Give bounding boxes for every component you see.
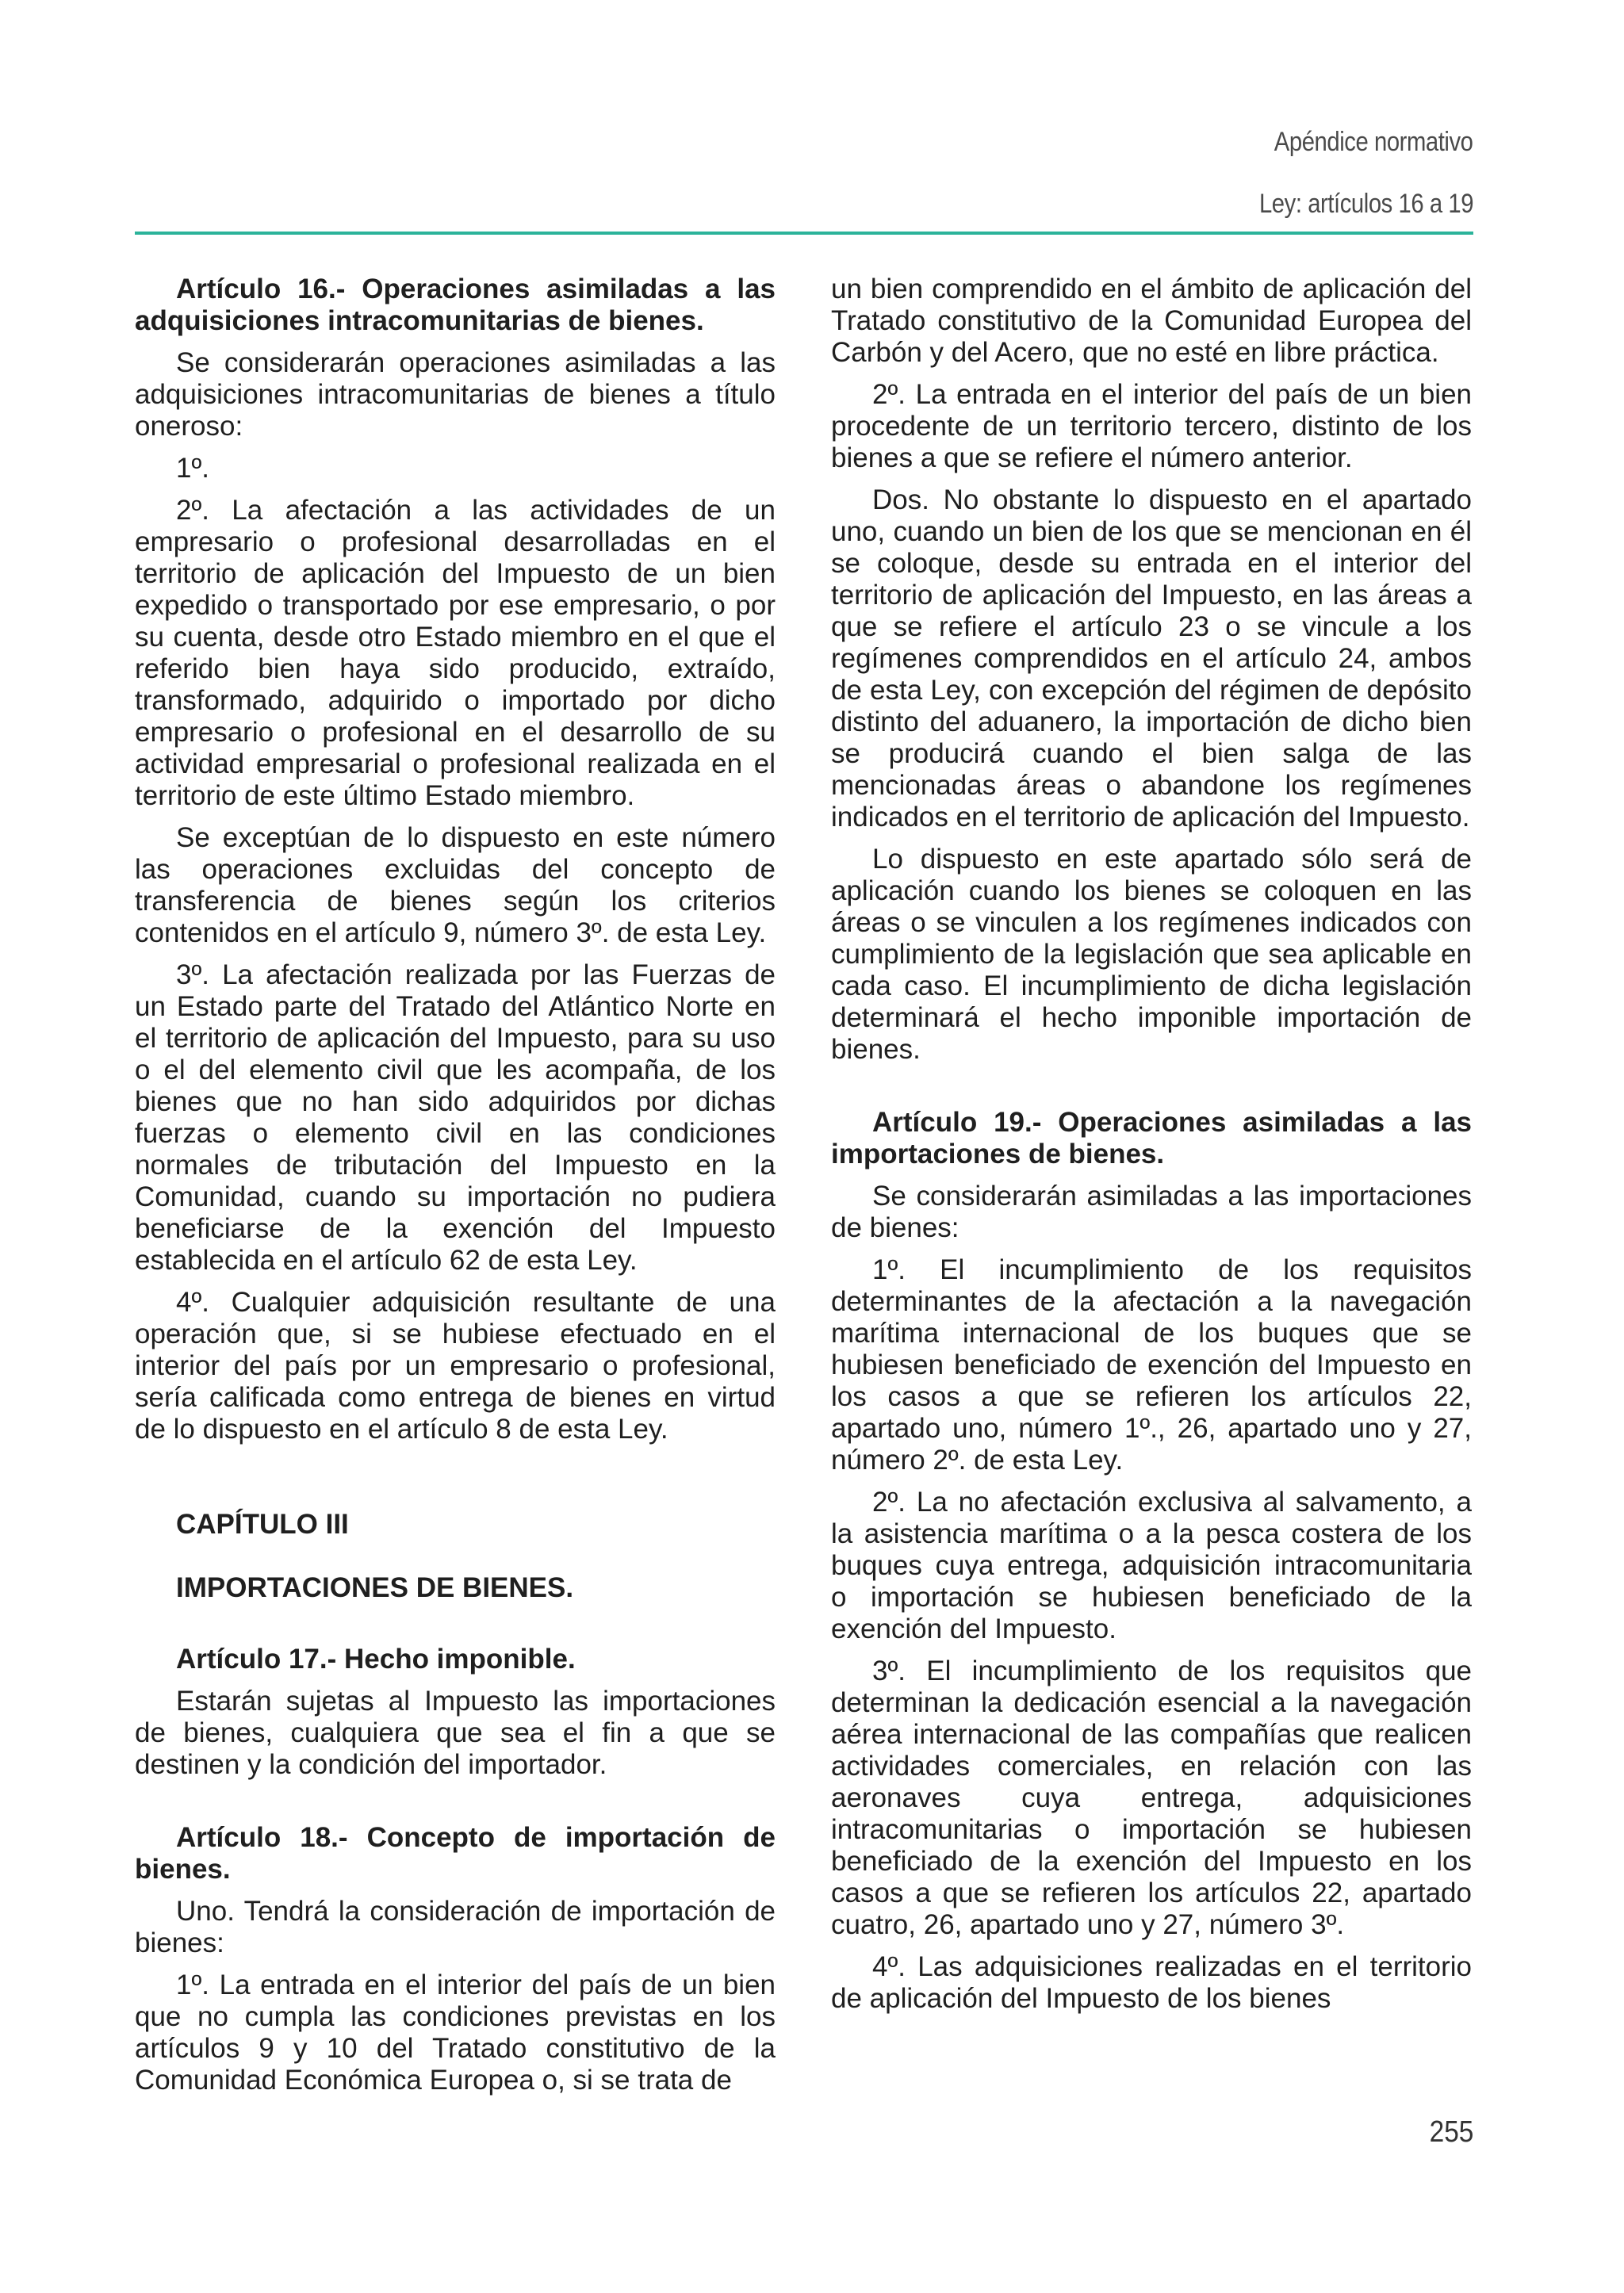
article-18-title: Artículo 18.- Concepto de importación de bienes.	[135, 1822, 776, 1885]
chapter-label: CAPÍTULO III	[176, 1509, 349, 1540]
paragraph: Se considerarán operaciones asimiladas a las adquisiciones intracomunitarias de bienes a título oneroso:	[135, 347, 776, 442]
paragraph: 1º. La entrada en el interior del país de un bien que no cumpla las condiciones previstas en los artículos 9 y 10 del Tratado constitutivo de la Comunidad Económica Europea o, si se trata de	[135, 1970, 776, 2096]
paragraph: Se considerarán asimiladas a las importaciones de bienes:	[831, 1181, 1472, 1243]
paragraph: 1º.	[176, 453, 209, 484]
running-head-section: Apéndice normativo	[1274, 127, 1473, 157]
paragraph: 4º. Las adquisiciones realizadas en el territorio de aplicación del Impuesto de los bienes	[831, 1951, 1472, 2014]
paragraph: 2º. La entrada en el interior del país de un bien procedente de un territorio tercero, distinto de los bienes a que se refiere el número anterior.	[831, 379, 1472, 473]
paragraph: Se exceptúan de lo dispuesto en este número las operaciones excluidas del concepto de transferencia de bienes según los criterios contenidos en el artículo 9, número 3º. de esta Ley.	[135, 822, 776, 948]
article-19-title: Artículo 19.- Operaciones asimiladas a las importaciones de bienes.	[831, 1107, 1472, 1169]
right-column	[831, 274, 1472, 2025]
paragraph: 1º. El incumplimiento de los requisitos determinantes de la afectación a la navegación marítima internacional de los buques que se hubiesen beneficiado de exención del Impuesto en los casos a que se refieren los artículos 22, apartado uno, número 1º., 26, apartado uno y 27, número 2º. de esta Ley.	[831, 1254, 1472, 1476]
page-number: 255	[1429, 2115, 1473, 2149]
running-head-articles: Ley: artículos 16 a 19	[1258, 189, 1473, 219]
paragraph: Dos. No obstante lo dispuesto en el apartado uno, cuando un bien de los que se mencionan en él se coloque, desde su entrada en el interior del territorio de aplicación del Impuesto, en las áreas a que se refiere el artículo 23 o se vincule a los regímenes comprendidos en el artículo 24, ambos de esta Ley, con excepción del régimen de depósito distinto del aduanero, la importación de dicho bien se producirá cuando el bien salga de las mencionadas áreas o abandone los regímenes indicados en el territorio de aplicación del Impuesto.	[831, 484, 1472, 833]
paragraph-continued: un bien comprendido en el ámbito de aplicación del Tratado constitutivo de la Comunidad Europea del Carbón y del Acero, que no esté en libre práctica.	[831, 274, 1472, 368]
paragraph: 2º. La afectación a las actividades de un empresario o profesional desarrolladas en el territorio de aplicación del Impuesto de un bien expedido o transportado por ese empresario, o por su cuenta, desde otro Estado miembro en el que el referido bien haya sido producido, extraído, transformado, adquirido o importado por dicho empresario o profesional en el desarrollo de su actividad empresarial o profesional realizada en el territorio de este último Estado miembro.	[135, 495, 776, 811]
paragraph: Lo dispuesto en este apartado sólo será de aplicación cuando los bienes se coloquen en las áreas o se vinculen a los regímenes indicados con cumplimiento de la legislación que sea aplicable en cada caso. El incumplimiento de dicha legislación determinará el hecho imponible importación de bienes.	[831, 844, 1472, 1065]
left-column	[135, 274, 776, 2107]
chapter-title: IMPORTACIONES DE BIENES.	[176, 1572, 574, 1603]
paragraph: 2º. La no afectación exclusiva al salvamento, a la asistencia marítima o a la pesca costera de los buques cuya entrega, adquisición intracomunitaria o importación se hubiesen beneficiado de la exención del Impuesto.	[831, 1487, 1472, 1644]
paragraph: 4º. Cualquier adquisición resultante de una operación que, si se hubiese efectuado en el interior del país por un empresario o profesional, sería calificada como entrega de bienes en virtud de lo dispuesto en el artículo 8 de esta Ley.	[135, 1287, 776, 1445]
article-17-title: Artículo 17.- Hecho imponible.	[176, 1644, 576, 1675]
paragraph: 3º. El incumplimiento de los requisitos que determinan la dedicación esencial a la navegación aérea internacional de las compañías que realicen actividades comerciales, en relación con las aeronaves cuya entrega, adquisiciones intracomunitarias o importación se hubiesen beneficiado de la exención del Impuesto en los casos a que se refieren los artículos 22, apartado cuatro, 26, apartado uno y 27, número 3º.	[831, 1656, 1472, 1940]
paragraph: 3º. La afectación realizada por las Fuerzas de un Estado parte del Tratado del Atlántico Norte en el territorio de aplicación del Impuesto, para su uso o el del elemento civil que les acompaña, de los bienes que no han sido adquiridos por dichas fuerzas o elemento civil en las condiciones normales de tributación del Impuesto en la Comunidad, cuando su importación no pudiera beneficiarse de la exención del Impuesto establecida en el artículo 62 de esta Ley.	[135, 959, 776, 1276]
paragraph: Uno. Tendrá la consideración de importación de bienes:	[135, 1896, 776, 1958]
paragraph: Estarán sujetas al Impuesto las importaciones de bienes, cualquiera que sea el fin a que se destinen y la condición del importador.	[135, 1686, 776, 1780]
article-16-title: Artículo 16.- Operaciones asimiladas a las adquisiciones intracomunitarias de bienes.	[135, 274, 776, 336]
header-rule	[135, 232, 1473, 235]
